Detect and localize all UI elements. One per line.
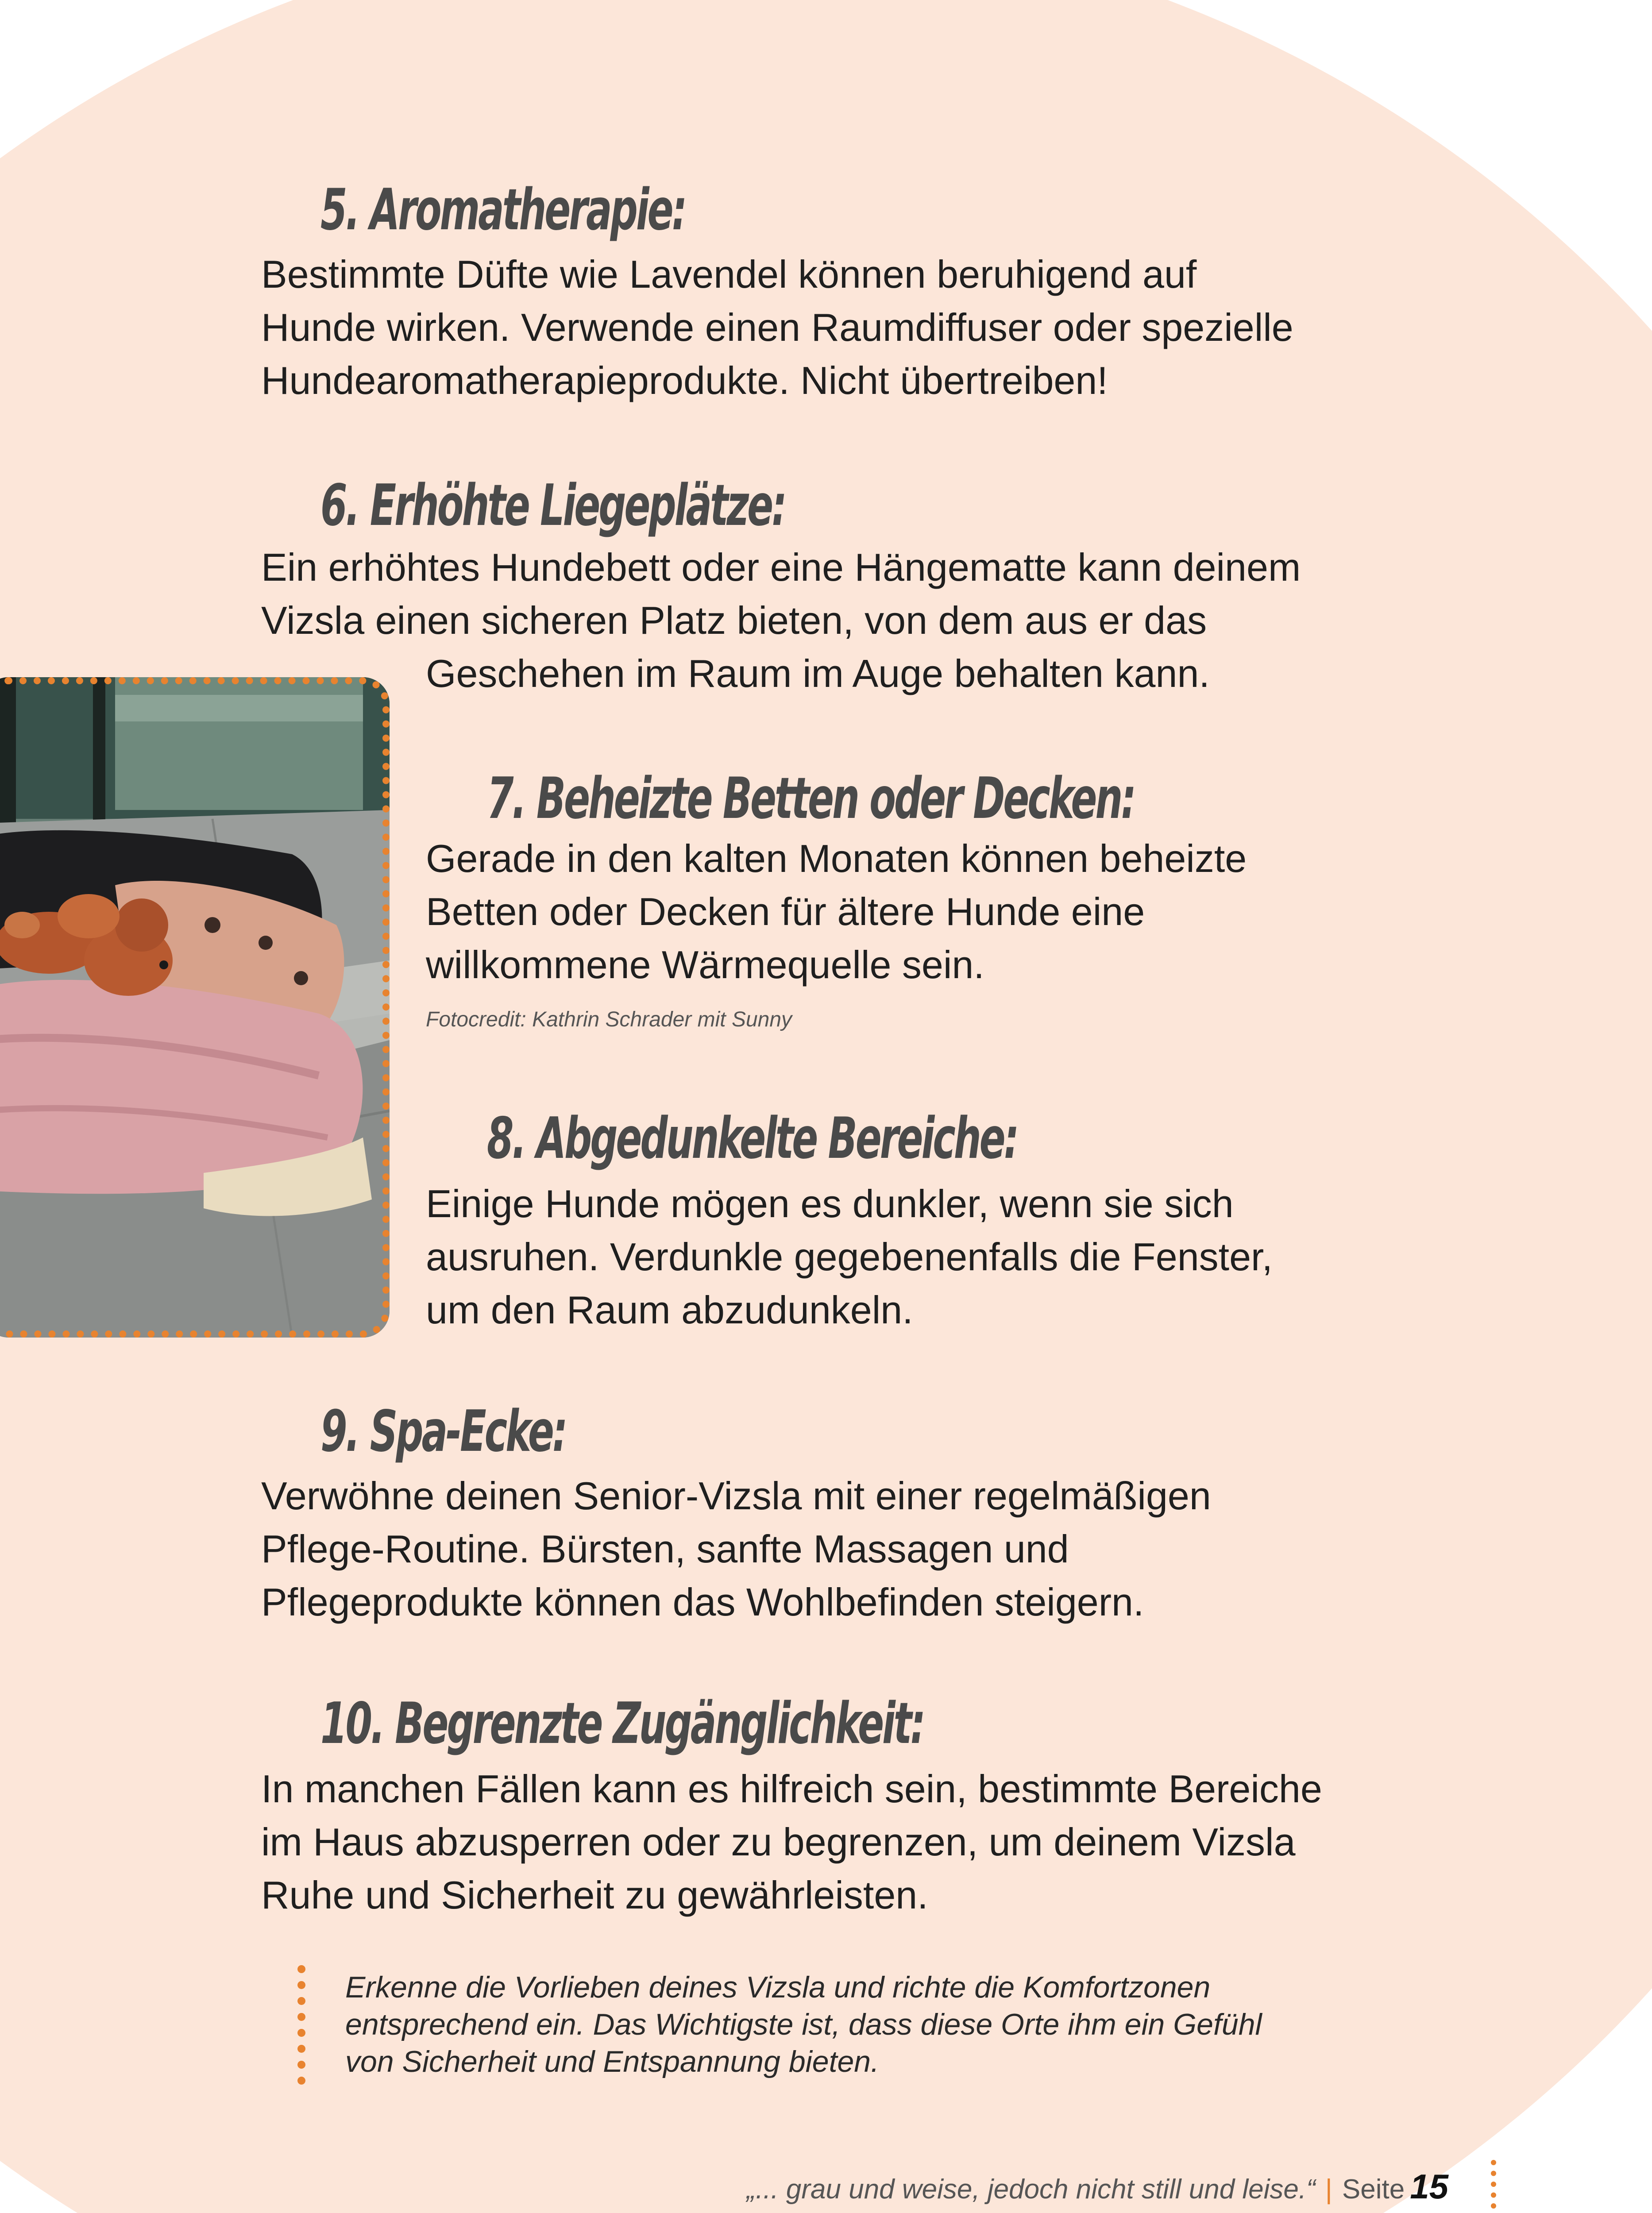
footer-slogan: „... grau und weise, jedoch nicht still und leise.“ — [746, 2174, 1316, 2205]
body-line: Einige Hunde mögen es dunkler, wenn sie sich — [426, 1182, 1234, 1226]
page-number: 15 — [1410, 2167, 1448, 2206]
section-heading: 8. Abgedunkelte Bereiche: — [487, 1106, 1018, 1172]
footer-separator: | — [1325, 2174, 1332, 2205]
section-heading: 6. Erhöhte Liegeplätze: — [320, 473, 785, 539]
body-line: In manchen Fällen kann es hilfreich sein, bestimmte Bereiche — [261, 1767, 1322, 1811]
quote-line: von Sicherheit und Entspannung bieten. — [345, 2045, 880, 2078]
section-aromatherapie — [320, 177, 857, 243]
body-line: Pflege-Routine. Bürsten, sanfte Massagen und — [261, 1527, 1069, 1571]
photo-dotted-border — [0, 677, 390, 1338]
body-line: Vizsla einen sicheren Platz bieten, von dem aus er das — [261, 598, 1207, 642]
body-line: Hundearomatherapieprodukte. Nicht übertreiben! — [261, 359, 1108, 402]
body-line: ausruhen. Verdunkle gegebenenfalls die Fenster, — [426, 1235, 1273, 1279]
section-begrenzte-zugaenglichkeit — [320, 1691, 1208, 1757]
section-spa-ecke-text — [261, 1469, 1211, 1629]
section-begrenzte-zugaenglichkeit-text — [261, 1762, 1322, 1922]
section-heading: 5. Aromatherapie: — [320, 177, 686, 243]
section-erhoehte-liegeplaetze — [320, 473, 1004, 539]
section-beheizte-betten-text — [426, 832, 1247, 991]
section-spa-ecke — [320, 1399, 681, 1465]
body-line: Betten oder Decken für ältere Hunde eine — [426, 890, 1145, 933]
body-line: um den Raum abzudunkeln. — [426, 1288, 913, 1332]
body-line: Geschehen im Raum im Auge behalten kann. — [426, 652, 1210, 695]
section-beheizte-betten — [487, 766, 1439, 832]
section-heading: 9. Spa-Ecke: — [320, 1399, 566, 1465]
body-line: willkommene Wärmequelle sein. — [426, 943, 984, 987]
quote-dotted-bar — [297, 1965, 314, 2085]
page-footer — [746, 2167, 1448, 2209]
quote-line: Erkenne die Vorlieben deines Vizsla und richte die Komfortzonen — [345, 1970, 1211, 2004]
body-line: Bestimmte Düfte wie Lavendel können beruhigend auf — [261, 252, 1197, 296]
body-line: Ein erhöhtes Hundebett oder eine Hängematte kann deinem — [261, 545, 1301, 589]
body-line: Hunde wirken. Verwende einen Raumdiffuser oder spezielle — [261, 305, 1293, 349]
body-line: Pflegeprodukte können das Wohlbefinden steigern. — [261, 1580, 1144, 1624]
footer-dotted-bar — [1491, 2160, 1501, 2209]
section-abgedunkelte-bereiche — [487, 1106, 1267, 1172]
section-heading: 10. Begrenzte Zugänglichkeit: — [320, 1691, 924, 1757]
photo-credit: Fotocredit: Kathrin Schrader mit Sunny — [426, 1008, 792, 1031]
page-label: Seite — [1342, 2174, 1405, 2205]
body-line: im Haus abzusperren oder zu begrenzen, um deinem Vizsla — [261, 1820, 1296, 1864]
body-line: Verwöhne deinen Senior-Vizsla mit einer regelmäßigen — [261, 1474, 1211, 1518]
body-line: Gerade in den kalten Monaten können beheizte — [426, 837, 1247, 880]
closing-quote — [345, 1969, 1262, 2080]
section-heading: 7. Beheizte Betten oder Decken: — [487, 766, 1135, 832]
section-aromatherapie-text — [261, 248, 1293, 407]
section-abgedunkelte-bereiche-text — [426, 1177, 1273, 1337]
section-erhoehte-liegeplaetze-text — [261, 541, 1301, 700]
quote-line: entsprechend ein. Das Wichtigste ist, dass diese Orte ihm ein Gefühl — [345, 2008, 1262, 2041]
body-line: Ruhe und Sicherheit zu gewährleisten. — [261, 1873, 928, 1917]
